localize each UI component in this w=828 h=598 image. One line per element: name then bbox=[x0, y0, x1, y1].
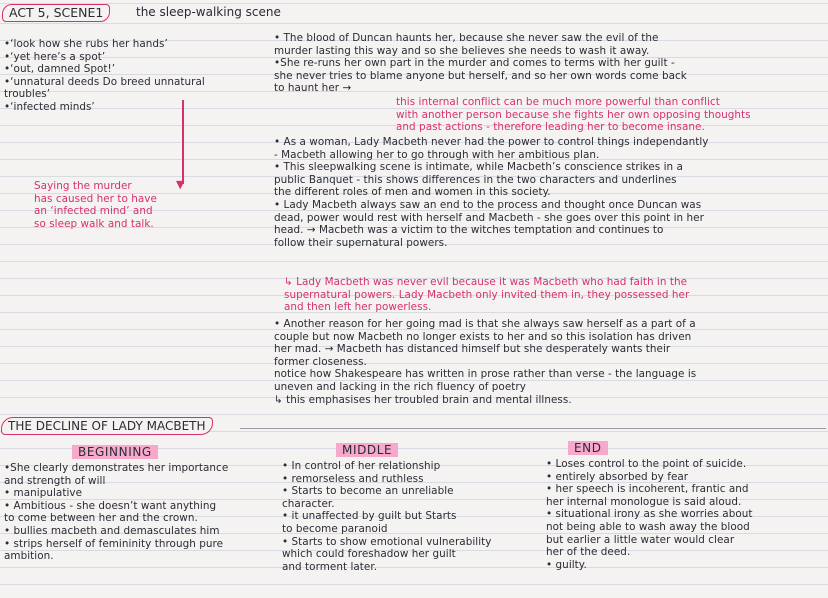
column-end: • Loses control to the point of suicide. • entirely absorbed by fear • her speech is incoherent, frantic and her internal monologue is said aloud. • situational irony as she worries about not being able to wash away the blood but earlier a little water would clear her of the deed. • guilty. bbox=[546, 458, 753, 571]
section-title-decline: THE DECLINE OF LADY MACBETH bbox=[1, 417, 213, 435]
notes-part-c: • Another reason for her going mad is that she always saw herself as a part of a couple but now Macbeth no longer exists to her and so this isolation has driven her mad. → Macbeth has distanced himself but she desperately wants their former closeness. notice how Shakespeare has written in prose rather than verse - the language is uneven and lacking in the rich fluency of poetry ↳ this emphasises her troubled brain and mental illness. bbox=[274, 318, 697, 406]
notes-part-a-pink: this internal conflict can be much more powerful than conflict with another person because she fights her own opposing thoughts and past actions - therefore leading her to become insane. bbox=[396, 96, 751, 134]
pink-note: Saying the murder has caused her to have an ‘infected mind’ and so sleep walk and talk. bbox=[34, 180, 157, 230]
section-divider bbox=[240, 428, 826, 429]
arrow-line bbox=[182, 100, 184, 184]
quotes-list: •‘look how she rubs her hands’ •‘yet here’s a spot’ •‘out, damned Spot!’ •‘unnatural deeds Do breed unnatural troubles’ •‘infected minds’ bbox=[4, 38, 205, 113]
section-title-act5: ACT 5, SCENE1 bbox=[2, 4, 110, 22]
section-subtitle: the sleep-walking scene bbox=[136, 5, 281, 19]
notes-part-b-pink: ↳ Lady Macbeth was never evil because it was Macbeth who had faith in the supernatural powers. Lady Macbeth only invited them in, they possessed her and then left her powerless. bbox=[284, 276, 690, 314]
column-middle: • In control of her relationship • remorseless and ruthless • Starts to become an unreliable character. • it unaffected by guilt but Starts to become paranoid • Starts to show emotional vulnerability which could foreshadow her guilt and torment later. bbox=[282, 460, 492, 573]
heading-end: END bbox=[568, 441, 608, 455]
column-beginning: •She clearly demonstrates her importance and strength of will • manipulative • Ambitious - she doesn’t want anything to come between her and the crown. • bullies macbeth and demasculates him • strips herself of femininity through pure ambition. bbox=[4, 462, 229, 563]
notes-part-b: • As a woman, Lady Macbeth never had the power to control things independantly - Macbeth allowing her to go through with her ambitious plan. • This sleepwalking scene is intimate, while Macbeth’s conscience strikes in a public Banquet - this shows differences in the two characters and underlines the different roles of men and women in this society. • Lady Macbeth always saw an end to the process and thought once Duncan was dead, power would rest with herself and Macbeth - she goes over this point in her head. → Macbeth was a victim to the witches temptation and continues to follow their supernatural powers. bbox=[274, 136, 709, 249]
heading-beginning: BEGINNING bbox=[72, 445, 158, 459]
notes-part-a: • The blood of Duncan haunts her, because she never saw the evil of the murder lasting this way and so she believes she needs to wash it away. •She re-runs her own part in the murder and comes to terms with her guilt - she never tries to blame anyone but herself, and so her own words come back to haunt her → bbox=[274, 32, 687, 95]
heading-middle: MIDDLE bbox=[336, 443, 398, 457]
arrow-down-icon: ▼ bbox=[176, 178, 185, 191]
